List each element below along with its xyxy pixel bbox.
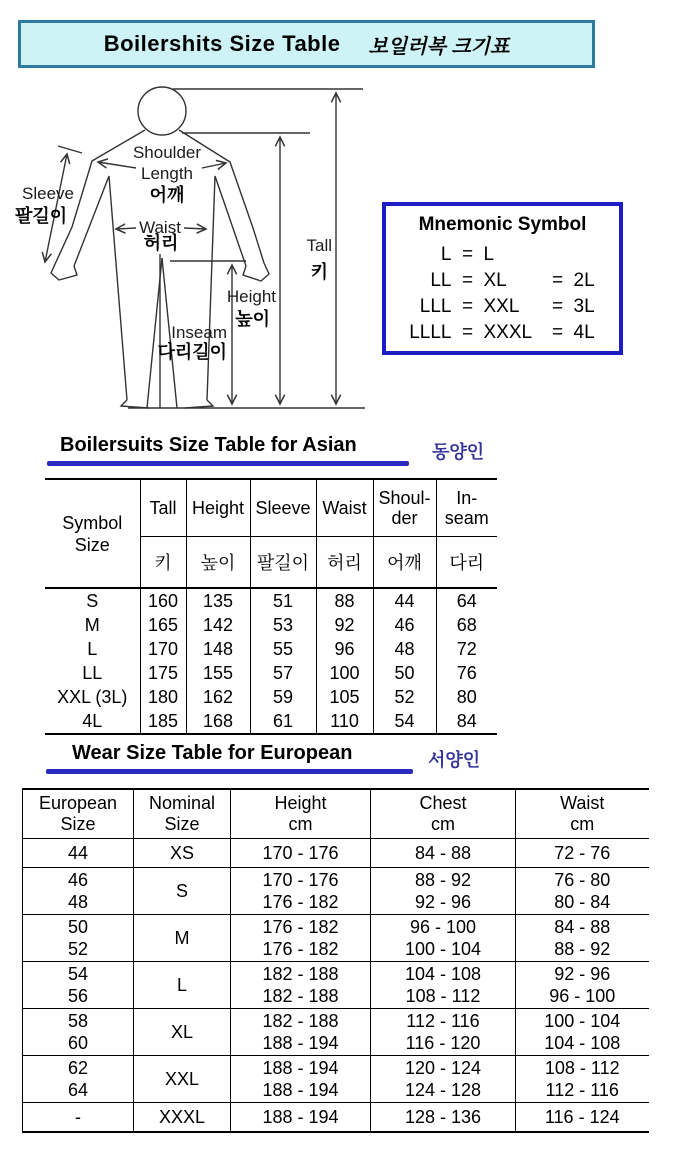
table-cell: XXL (3L)	[57, 686, 128, 707]
european-header-chest: Chest cm	[371, 789, 516, 839]
table-cell: LL	[82, 662, 103, 683]
table-cell: 88 - 92 92 - 96	[371, 868, 516, 915]
table-row	[23, 915, 649, 962]
table-row	[402, 268, 604, 294]
table-cell: LL	[430, 270, 452, 291]
asian-header-inseam-korean: 다리	[436, 537, 497, 589]
table-cell: XL	[134, 1009, 231, 1056]
page-title: Boilershits Size Table	[103, 31, 341, 56]
table-cell: 148	[186, 637, 250, 661]
table-cell: 62 64	[23, 1056, 134, 1103]
asian-header-sleeve: Sleeve	[250, 479, 316, 537]
table-cell: =	[551, 322, 564, 343]
table-cell: 54 56	[23, 962, 134, 1009]
asian-section-title: Boilersuits Size Table for Asian	[60, 434, 357, 456]
table-cell: 46 48	[23, 868, 134, 915]
asian-size-table	[45, 478, 497, 735]
table-row	[23, 1009, 649, 1056]
table-row	[45, 588, 497, 613]
table-cell: L	[134, 962, 231, 1009]
table-cell: 112 - 116 116 - 120	[371, 1009, 516, 1056]
table-cell: =	[551, 296, 564, 317]
table-cell: -	[23, 1103, 134, 1133]
table-cell: 100	[316, 661, 373, 685]
body-measurement-diagram	[10, 82, 380, 427]
table-row	[45, 685, 497, 709]
asian-header-height-korean: 높이	[186, 537, 250, 589]
table-cell: 54	[373, 709, 436, 734]
table-cell: 165	[140, 613, 186, 637]
mnemonic-box	[382, 202, 623, 355]
table-cell: 4L	[573, 322, 595, 343]
table-cell: 84 - 88 88 - 92	[516, 915, 649, 962]
table-cell: XXL	[483, 296, 520, 317]
table-cell: 104 - 108 108 - 112	[371, 962, 516, 1009]
asian-header-row-english	[45, 479, 497, 537]
table-cell	[544, 242, 572, 268]
sleeve-label: Sleeve	[22, 184, 74, 203]
table-cell: 105	[316, 685, 373, 709]
table-cell: 44	[373, 588, 436, 613]
table-cell: XL	[483, 270, 507, 291]
european-title-underline	[46, 769, 413, 774]
table-cell: XXL	[134, 1056, 231, 1103]
table-cell: S	[134, 868, 231, 915]
table-cell: 142	[186, 613, 250, 637]
table-row	[402, 320, 604, 346]
table-cell: 51	[250, 588, 316, 613]
european-section-title-korean: 서양인	[428, 750, 481, 770]
table-cell: XXXL	[483, 322, 533, 343]
table-cell: 185	[140, 709, 186, 734]
table-cell: 188 - 194	[231, 1103, 371, 1133]
european-header-size: European Size	[23, 789, 134, 839]
table-cell: 176 - 182 176 - 182	[231, 915, 371, 962]
table-cell: 96 - 100 100 - 104	[371, 915, 516, 962]
table-cell: S	[86, 590, 99, 611]
table-cell: XS	[134, 839, 231, 868]
table-cell: 58 60	[23, 1009, 134, 1056]
european-header-height: Height cm	[231, 789, 371, 839]
table-cell: 84	[436, 709, 497, 734]
table-cell: 92	[316, 613, 373, 637]
table-cell: =	[461, 296, 474, 317]
european-header-nominal: Nominal Size	[134, 789, 231, 839]
european-header-waist: Waist cm	[516, 789, 649, 839]
table-cell: =	[461, 244, 474, 265]
table-cell: M	[134, 915, 231, 962]
table-cell: 110	[316, 709, 373, 734]
asian-header-inseam: In- seam	[436, 479, 497, 537]
waist-label: Waist	[139, 218, 181, 237]
table-cell: 80	[436, 685, 497, 709]
asian-header-sleeve-korean: 팔길이	[250, 537, 316, 589]
table-row	[402, 294, 604, 320]
table-cell: 88	[316, 588, 373, 613]
tall-label: Tall	[306, 236, 332, 255]
table-cell: 55	[250, 637, 316, 661]
table-row	[23, 839, 649, 868]
european-header-row	[23, 789, 649, 839]
table-cell: 170 - 176 176 - 182	[231, 868, 371, 915]
table-cell: 170	[140, 637, 186, 661]
sleeve-label-korean: 팔길이	[15, 206, 68, 226]
inseam-label: Inseam	[171, 323, 227, 342]
asian-header-height: Height	[186, 479, 250, 537]
tall-label-korean: 키	[310, 262, 328, 282]
table-cell: LLL	[419, 296, 452, 317]
table-cell: 64	[436, 588, 497, 613]
asian-header-waist: Waist	[316, 479, 373, 537]
table-cell: 4L	[82, 710, 103, 731]
shoulder-left-arrow	[98, 162, 136, 168]
table-cell: 57	[250, 661, 316, 685]
table-cell: 155	[186, 661, 250, 685]
asian-header-symbol-size: Symbol Size	[45, 479, 140, 588]
table-cell: XXXL	[134, 1103, 231, 1133]
table-cell: 168	[186, 709, 250, 734]
table-cell: 2L	[573, 270, 595, 291]
asian-section-title-korean: 동양인	[432, 442, 485, 462]
table-cell: 175	[140, 661, 186, 685]
table-cell: 180	[140, 685, 186, 709]
table-cell: 84 - 88	[371, 839, 516, 868]
table-cell: 76 - 80 80 - 84	[516, 868, 649, 915]
table-cell: 59	[250, 685, 316, 709]
table-cell: =	[461, 322, 474, 343]
table-row	[23, 962, 649, 1009]
table-cell: L	[483, 244, 495, 265]
table-cell: 48	[373, 637, 436, 661]
waist-right-arrow	[184, 228, 206, 229]
table-row	[45, 661, 497, 685]
table-row	[45, 709, 497, 734]
table-row	[402, 242, 604, 268]
table-cell: =	[551, 270, 564, 291]
table-row	[23, 868, 649, 915]
page-title-korean: 보일러복 크기표	[368, 35, 510, 58]
table-cell: 120 - 124 124 - 128	[371, 1056, 516, 1103]
table-cell: 53	[250, 613, 316, 637]
shoulder-label-2: Length	[141, 164, 193, 183]
european-section-title: Wear Size Table for European	[72, 742, 353, 764]
height-label: Height	[226, 287, 276, 306]
table-cell: L	[440, 244, 452, 265]
table-row	[23, 1103, 649, 1133]
height-label-korean: 높이	[235, 309, 270, 329]
table-cell: 52	[373, 685, 436, 709]
table-cell: L	[87, 638, 98, 659]
table-cell	[572, 242, 604, 268]
table-row	[45, 637, 497, 661]
table-cell: =	[461, 270, 474, 291]
title-box	[18, 20, 595, 68]
table-cell: 96	[316, 637, 373, 661]
waist-left-arrow	[116, 228, 136, 229]
table-cell: 76	[436, 661, 497, 685]
table-row	[45, 613, 497, 637]
table-cell: 50 52	[23, 915, 134, 962]
table-cell: 170 - 176	[231, 839, 371, 868]
shoulder-label-korean: 어깨	[149, 185, 185, 205]
mnemonic-table	[402, 242, 604, 346]
table-cell: 44	[23, 839, 134, 868]
table-cell: M	[84, 614, 100, 635]
shoulder-right-arrow	[202, 163, 226, 168]
table-cell: 162	[186, 685, 250, 709]
inseam-label-korean: 다리길이	[157, 342, 227, 362]
asian-header-shoulder: Shoul- der	[373, 479, 436, 537]
table-cell: 182 - 188 182 - 188	[231, 962, 371, 1009]
table-cell: 3L	[573, 296, 595, 317]
shoulder-label-1: Shoulder	[132, 143, 202, 162]
asian-header-tall-korean: 키	[140, 537, 186, 589]
asian-header-waist-korean: 허리	[316, 537, 373, 589]
table-cell: 46	[373, 613, 436, 637]
waist-label-korean: 허리	[143, 233, 179, 253]
table-cell: 68	[436, 613, 497, 637]
table-cell: 100 - 104 104 - 108	[516, 1009, 649, 1056]
table-cell: 61	[250, 709, 316, 734]
table-cell: 182 - 188 188 - 194	[231, 1009, 371, 1056]
european-size-table	[22, 788, 649, 1133]
mnemonic-title: Mnemonic Symbol	[418, 214, 587, 235]
table-cell: 72 - 76	[516, 839, 649, 868]
table-cell: 160	[140, 588, 186, 613]
table-cell: 188 - 194 188 - 194	[231, 1056, 371, 1103]
asian-header-shoulder-korean: 어깨	[373, 537, 436, 589]
table-cell: 116 - 124	[516, 1103, 649, 1133]
table-cell: 135	[186, 588, 250, 613]
table-row	[23, 1056, 649, 1103]
table-cell: 72	[436, 637, 497, 661]
table-cell: 50	[373, 661, 436, 685]
table-cell: 108 - 112 112 - 116	[516, 1056, 649, 1103]
table-cell: 92 - 96 96 - 100	[516, 962, 649, 1009]
table-cell: 128 - 136	[371, 1103, 516, 1133]
asian-title-underline	[47, 461, 409, 466]
asian-header-tall: Tall	[140, 479, 186, 537]
table-cell: LLLL	[409, 322, 452, 343]
